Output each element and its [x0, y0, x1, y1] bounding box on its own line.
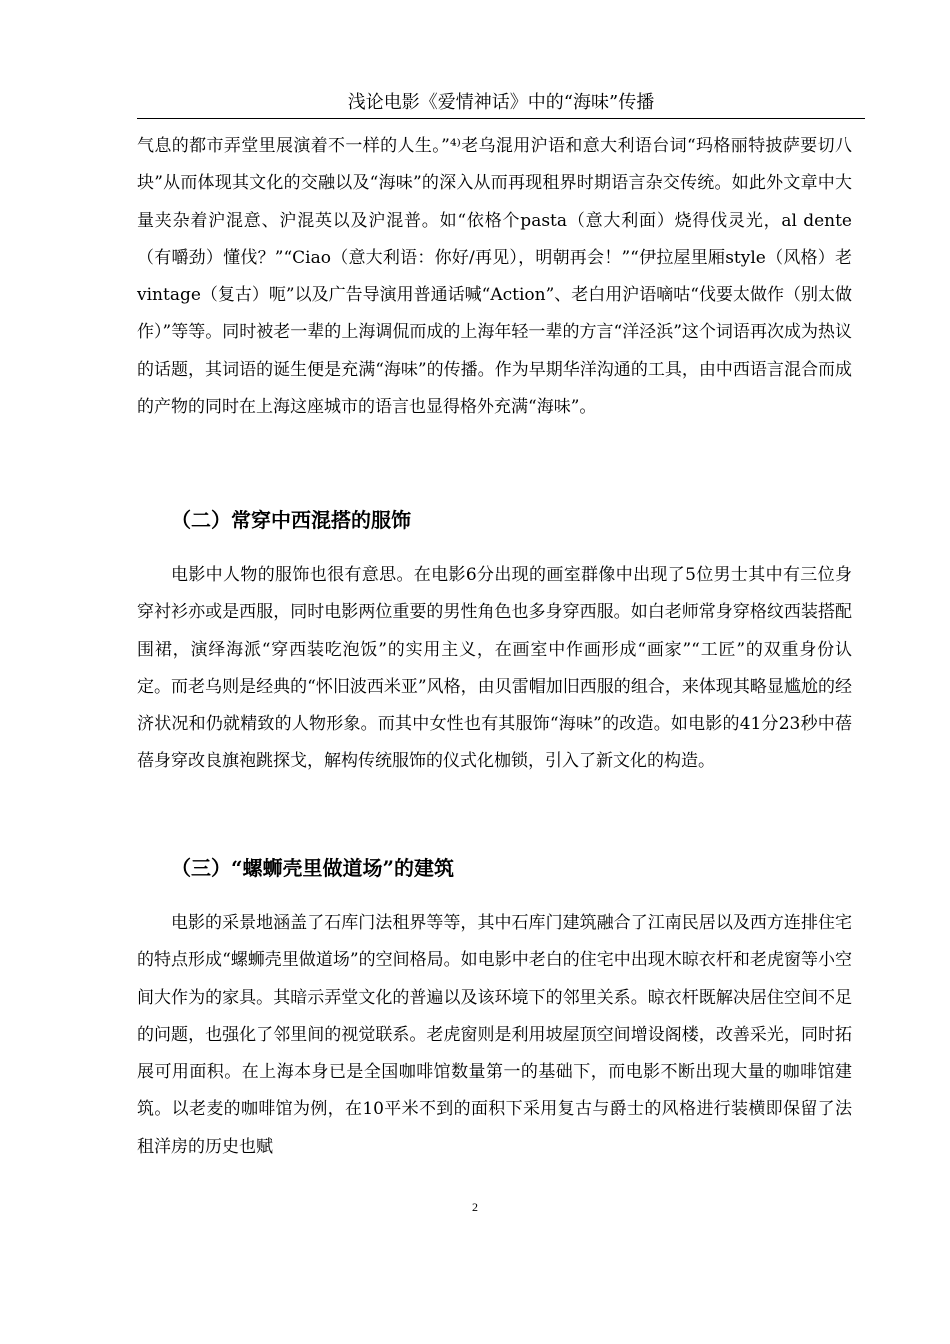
running-header: 浅论电影《爱情神话》中的“海味”传播	[137, 88, 865, 119]
paragraph-clothing: 电影中人物的服饰也很有意思。在电影6分出现的画室群像中出现了5位男士其中有三位身穿衬衫亦或是西服，同时电影两位重要的男性角色也多身穿西服。如白老师常身穿格纹西装搭配围裙，演绎海派“穿西装吃泡饭”的实用主义，在画室中作画形成“画家”“工匠”的双重身份认定。而老乌则是经典的“怀旧波西米亚”风格，由贝雷帽加旧西服的组合，来体现其略显尴尬的经济状况和仍就精致的人物形象。而其中女性也有其服饰“海味”的改造。如电影的41分23秒中蓓蓓身穿改良旗袍跳探戈，解构传统服饰的仪式化枷锁，引入了新文化的构造。	[137, 565, 852, 772]
paragraph-language: 气息的都市弄堂里展演着不一样的人生。”⁴⁾老乌混用沪语和意大利语台词“玛格丽特披萨要切八块”从而体现其文化的交融以及“海味”的深入从而再现租界时期语言杂交传统。如此外文章中大量夹杂着沪混意、沪混英以及沪混普。如“依格个pasta（意大利面）烧得伐灵光，al dente（有嚼劲）懂伐？”“Ciao（意大利语：你好/再见），明朝再会！”“伊拉屋里厢style（风格）老vintage（复古）呃”以及广告导演用普通话喊“Action”、老白用沪语嘀咕“伐要太做作（别太做作）”等等。同时被老一辈的上海调侃而成的上海年轻一辈的方言“洋泾浜”这个词语再次成为热议的话题，其词语的诞生便是充满“海味”的传播。作为早期华洋沟通的工具，由中西语言混合而成的产物的同时在上海这座城市的语言也显得格外充满“海味”。	[137, 136, 852, 418]
section-heading-architecture: （三）“螺蛳壳里做道场”的建筑	[171, 856, 455, 880]
section-heading-clothing: （二）常穿中西混搭的服饰	[171, 508, 411, 532]
paragraph-architecture: 电影的采景地涵盖了石库门法租界等等，其中石库门建筑融合了江南民居以及西方连排住宅的特点形成“螺蛳壳里做道场”的空间格局。如电影中老白的住宅中出现木晾衣杆和老虎窗等小空间大作为的家具。其暗示弄堂文化的普遍以及该环境下的邻里关系。晾衣杆既解决居住空间不足的问题，也强化了邻里间的视觉联系。老虎窗则是利用坡屋顶空间增设阁楼，改善采光，同时拓展可用面积。在上海本身已是全国咖啡馆数量第一的基础下，而电影不断出现大量的咖啡馆建筑。以老麦的咖啡馆为例，在10平米不到的面积下采用复古与爵士的风格进行装横即保留了法租洋房的历史也赋	[137, 913, 852, 1157]
page-number: 2	[472, 1200, 478, 1214]
